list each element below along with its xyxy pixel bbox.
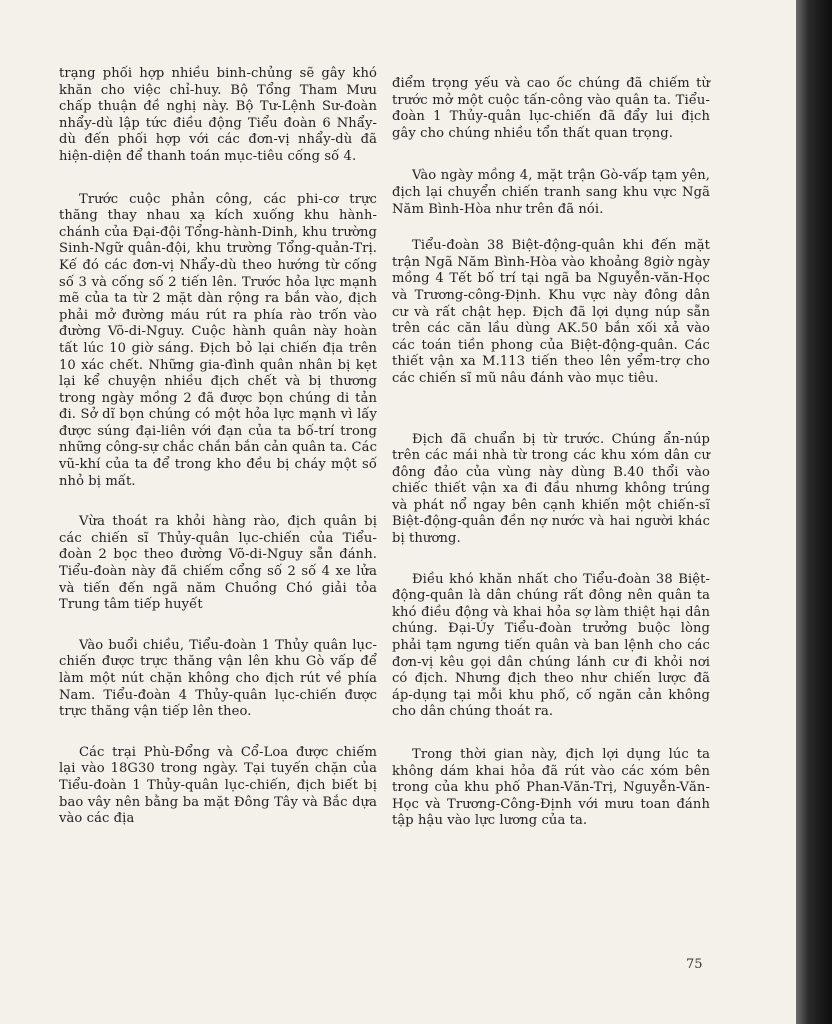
right-column [392,76,710,830]
paragraph: Vào buổi chiều, Tiểu-đoàn 1 Thủy quân lục-chiến được trực thăng vận lên khu Gò vấp để làm một nút chặn không cho địch rút về phía Nam. Tiểu-đoàn 4 Thủy-quân lục-chiến được trực thăng vận tiếp lên theo. [59,637,377,720]
paragraph: Tiểu-đoàn 38 Biệt-động-quân khi đến mặt trận Ngã Năm Bình-Hòa vào khoảng 8giờ ngày mồng 4 Tết bố trí tại ngã ba Nguyễn-văn-Học và Trương-công-Định. Khu vực này đông dân cư và rất chật hẹp. Địch đã lợi dụng núp sẵn trên các căn lầu dùng AK.50 bắn xối xả vào các toán tiền phong của Biệt-động-quân. Các thiết vận xa M.113 tiến theo lên yểm-trợ cho các chiến sĩ mũ nâu đánh vào mục tiêu. [392,238,710,386]
paragraph: Các trại Phù-Đổng và Cổ-Loa được chiếm lại vào 18G30 trong ngày. Tại tuyến chặn của Tiểu-đoàn 1 Thủy-quân lục-chiến, địch biết bị bao vây nên bằng ba mặt Đông Tây và Bắc dựa vào các địa [59,744,377,827]
paragraph: Địch đã chuẩn bị từ trước. Chúng ẩn-núp trên các mái nhà từ trong các khu xóm dân cư đông đảo của vùng này dùng B.40 thổi vào chiếc thiết vận xa đi đầu nhưng không trúng và phát nổ ngay bên cạnh khiến một chiến-sĩ Biệt-động-quân đền nợ nước và hai người khác bị thương. [392,431,710,547]
paragraph: Trong thời gian này, địch lợi dụng lúc ta không dám khai hỏa đã rút vào các xóm bên trong của khu phố Phan-Văn-Trị, Nguyễn-Văn-Học và Trương-Công-Định với mưu toan đánh tập hậu vào lực lương của ta. [392,747,710,829]
paragraph: trạng phối hợp nhiều binh-chủng sẽ gây khó khăn cho việc chỉ-huy. Bộ Tổng Tham Mưu chấp thuận đề nghị này. Bộ Tư-Lệnh Sư-đoàn nhẩy-dù lập tức điều động Tiểu đoàn 6 Nhẩy-dù đến phối hợp với các đơn-vị nhẩy-dù đã hiện-diện để thanh toán mục-tiêu cống số 4. [59,66,377,164]
book-binding-edge [796,0,832,1024]
paragraph: Trước cuộc phản công, các phi-cơ trực thăng thay nhau xạ kích xuống khu hành-chánh của Đại-đội Tổng-hành-Dinh, khu trường Sinh-Ngữ quân-đội, khu trường Tổng-quản-Trị. Kế đó các đơn-vị Nhẩy-dù theo hướng từ cống số 3 và cống số 2 tiến lên. Trước hỏa lực mạnh mẽ của ta từ 2 mặt dàn rộng ra bắn vào, địch phải mở đường máu rút ra phía rào trốn vào đường Võ-di-Nguy. Cuộc hành quân này hoàn tất lúc 10 giờ sáng. Địch bỏ lại chiến địa trên 10 xác chết. Những gia-đình quân nhân bị kẹt lại kể chuyện nhiều địch chết và bị thương trong ngày mồng 2 đã được bọn chúng di tản đi. Sở dĩ bọn chúng có một hỏa lực mạnh vì lấy được súng đại-liên với đạn của ta bố-trí trong những công-sự chắc chắn bắn cản quân ta. Các vũ-khí của ta để trong kho đều bị cháy một số nhỏ bị mất. [59,191,377,489]
paragraph: điểm trọng yếu và cao ốc chúng đã chiếm từ trước mở một cuộc tấn-công vào quân ta. Tiểu-đoàn 1 Thủy-quân lục-chiến đã đẩy lui địch gây cho chúng nhiều tổn thất quan trọng. [392,76,710,141]
left-column [59,66,377,828]
paragraph: Vừa thoát ra khỏi hàng rào, địch quân bị các chiến sĩ Thủy-quân lục-chiến của Tiểu-đoàn 2 bọc theo đường Võ-di-Nguy sẵn đánh. Tiểu-đoàn này đã chiếm cổng số 2 số 4 xe lửa và tiến đến ngã năm Chuồng Chó giải tỏa Trung tâm tiếp huyết [59,514,377,613]
paragraph: Điều khó khăn nhất cho Tiểu-đoàn 38 Biệt-động-quân là dân chúng rất đông nên quân ta khó điều động và khai hỏa sợ làm thiệt hại dân chúng. Đại-Úy Tiểu-đoàn trưởng buộc lòng phải tạm ngưng tiến quân và ban lệnh cho các đơn-vị kêu gọi dân chúng lánh cư đi khỏi nơi có địch. Nhưng địch theo như chiến lược đã áp-dụng tại mỗi khu phố, cố ngăn cản không cho dân chúng thoát ra. [392,571,710,720]
paragraph: Vào ngày mồng 4, mặt trận Gò-vấp tạm yên, địch lại chuyển chiến tranh sang khu vực Ngã Năm Bình-Hòa như trên đã nói. [392,168,710,217]
page-number: 75 [686,957,703,972]
